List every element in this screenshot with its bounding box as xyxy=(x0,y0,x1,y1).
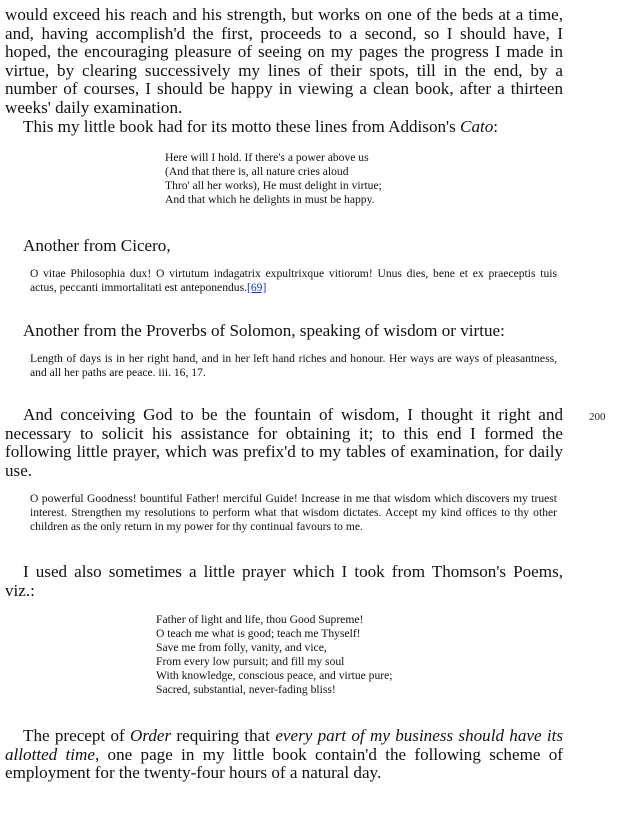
cato-title: Cato xyxy=(460,117,494,136)
verse-line: With knowledge, conscious peace, and virtue pure; xyxy=(156,669,393,682)
paragraph-thomson-intro xyxy=(5,563,563,600)
paragraph-wisdom-prayer-intro xyxy=(5,406,563,480)
proverbs-intro-text: Another from the Proverbs of Solomon, speaking of wisdom or virtue: xyxy=(23,321,505,340)
wisdom-prayer-intro-text: And conceiving God to be the fountain of wisdom, I thought it right and necessary to solicit his assistance for obtaining it; to this end I formed the following little prayer, which was prefix'd to my tables of examination, for daily use. xyxy=(5,405,563,480)
paragraph-proverbs-intro xyxy=(5,322,563,341)
thomson-intro-text: I used also sometimes a little prayer which I took from Thomson's Poems, viz.: xyxy=(5,562,563,600)
order-text-a: The precept of xyxy=(23,726,130,745)
verse-line: O teach me what is good; teach me Thyself! xyxy=(156,627,361,640)
verse-line: Here will I hold. If there's a power above us xyxy=(165,151,369,164)
order-italic-word: Order xyxy=(129,726,172,745)
paragraph-motto-intro xyxy=(5,118,563,137)
order-italic-phrase: every part of my business should have its allotted time xyxy=(5,726,563,764)
paragraph-cicero-intro xyxy=(5,237,563,256)
order-text-e: , one page in my little book contain'd the following scheme of employment for the twenty-four hours of a natural day. xyxy=(5,744,563,783)
verse-line: From every low pursuit; and fill my soul xyxy=(156,655,345,668)
verse-line: Thro' all her works), He must delight in virtue; xyxy=(165,179,382,192)
page-number: 200 xyxy=(589,411,606,423)
motto-intro-end: : xyxy=(493,117,499,136)
quote-prayer: O powerful Goodness! bountiful Father! merciful Guide! Increase in me that wisdom which discovers my truest interest. Strengthen my resolutions to perform what that wisdom dictates. Accept my kind offices to thy other children as the only return in my power for thy continual favours to me. xyxy=(30,492,557,533)
footnote-link[interactable]: [69] xyxy=(247,281,267,294)
verse-cato xyxy=(165,151,382,207)
verse-line: (And that there is, all nature cries aloud xyxy=(165,165,349,178)
quote-proverbs: Length of days is in her right hand, and in her left hand riches and honour. Her ways are ways of pleasantness, and all her paths are peace. iii. 16, 17. xyxy=(30,352,557,379)
cicero-quote-text: O vitae Philosophia dux! O virtutum indagatrix expultrixque vitiorum! Unus dies, bene et ex praeceptis tuis actus, peccanti immortalitati est anteponendus. xyxy=(30,267,557,294)
verse-line: Save me from folly, vanity, and vice, xyxy=(156,641,327,654)
paragraph-order-precept xyxy=(5,727,563,783)
verse-line: Sacred, substantial, never-fading bliss! xyxy=(156,683,336,696)
verse-thomson xyxy=(156,613,392,697)
quote-cicero xyxy=(30,267,557,295)
order-text-c: requiring that xyxy=(171,726,276,745)
motto-intro-text: This my little book had for its motto these lines from Addison's xyxy=(23,117,461,136)
cicero-intro-text: Another from Cicero, xyxy=(23,236,171,255)
verse-line: Father of light and life, thou Good Supreme! xyxy=(156,613,364,626)
verse-line: And that which he delights in must be happy. xyxy=(165,193,375,206)
paragraph-continuation: would exceed his reach and his strength, but works on one of the beds at a time, and, having accomplish'd the first, proceeds to a second, so I should have, I hoped, the encouraging pleasure of seeing on my pages the progress I made in virtue, by clearing successively my lines of their spots, till in the end, by a number of courses, I should be happy in viewing a clean book, after a thirteen weeks' daily examination. xyxy=(5,5,563,117)
